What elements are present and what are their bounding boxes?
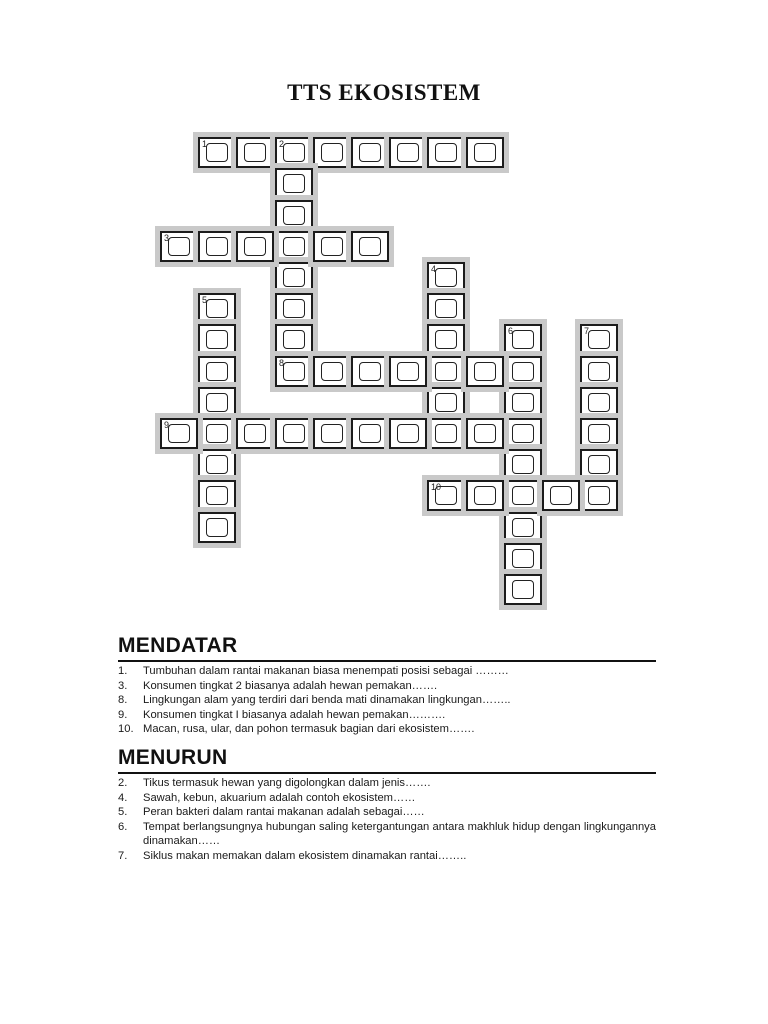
- cell-input-box: [512, 393, 534, 412]
- cell-input-box: [397, 424, 419, 443]
- cell-input-box: [512, 580, 534, 599]
- crossword-cell[interactable]: [313, 231, 351, 262]
- cell-input-box: [283, 299, 305, 318]
- crossword-cell[interactable]: [504, 449, 542, 480]
- menurun-heading: MENURUN: [118, 746, 228, 769]
- crossword-cell[interactable]: [580, 449, 618, 480]
- cell-input-box: [168, 237, 190, 256]
- crossword-cell[interactable]: [198, 231, 236, 262]
- cell-input-box: [512, 518, 534, 537]
- menurun-divider: [118, 772, 656, 774]
- clue-item: [118, 708, 656, 723]
- crossword-cell[interactable]: [542, 480, 580, 511]
- clue-number-label: 10: [431, 482, 442, 492]
- mendatar-divider: [118, 660, 656, 662]
- clue-number: 6.: [118, 820, 128, 833]
- crossword-cell[interactable]: [351, 356, 389, 387]
- clue-number-label: 5: [202, 295, 208, 305]
- clue-number: 8.: [118, 694, 128, 707]
- clue-number-label: 8: [279, 358, 285, 368]
- clue-text: Konsumen tingkat 2 biasanya adalah hewan pemakan…….: [143, 679, 438, 692]
- clue-text: Peran bakteri dalam rantai makanan adalah sebagai……: [143, 806, 425, 819]
- crossword-cell[interactable]: [160, 231, 198, 262]
- cell-input-box: [206, 455, 228, 474]
- crossword-cell[interactable]: [427, 262, 465, 293]
- crossword-cell[interactable]: [160, 418, 198, 449]
- crossword-cell[interactable]: [275, 293, 313, 324]
- crossword-cell[interactable]: [275, 324, 313, 355]
- cell-input-box: [435, 299, 457, 318]
- crossword-cell[interactable]: [275, 137, 313, 168]
- crossword-cell[interactable]: [351, 418, 389, 449]
- cell-input-box: [512, 486, 534, 505]
- crossword-cell[interactable]: [466, 418, 504, 449]
- crossword-cell[interactable]: [313, 137, 351, 168]
- cell-input-box: [588, 424, 610, 443]
- cell-input-box: [588, 330, 610, 349]
- cell-input-box: [321, 237, 343, 256]
- crossword-cell[interactable]: [198, 293, 236, 324]
- cell-input-box: [206, 424, 228, 443]
- crossword-cell[interactable]: [504, 543, 542, 574]
- crossword-cell[interactable]: [580, 324, 618, 355]
- cell-input-box: [206, 393, 228, 412]
- crossword-cell[interactable]: [466, 137, 504, 168]
- crossword-cell[interactable]: [275, 356, 313, 387]
- crossword-cell[interactable]: [427, 324, 465, 355]
- clue-number: 1.: [118, 665, 128, 677]
- crossword-cell[interactable]: [427, 418, 465, 449]
- cell-input-box: [206, 330, 228, 349]
- clue-item: [118, 820, 656, 849]
- crossword-cell[interactable]: [504, 480, 542, 511]
- clue-number-label: 3: [164, 233, 170, 243]
- clue-number: 9.: [118, 708, 128, 721]
- clue-item: [118, 664, 656, 679]
- crossword-cell[interactable]: [313, 418, 351, 449]
- crossword-cell[interactable]: [198, 387, 236, 418]
- clue-text: Sawah, kebun, akuarium adalah contoh ekosistem……: [143, 791, 416, 804]
- cell-input-box: [512, 330, 534, 349]
- cell-input-box: [321, 424, 343, 443]
- clue-number: 7.: [118, 849, 128, 862]
- clue-number: 4.: [118, 791, 128, 804]
- cell-input-box: [359, 362, 381, 381]
- crossword-cell[interactable]: [504, 574, 542, 605]
- cell-input-box: [435, 330, 457, 349]
- cell-input-box: [435, 424, 457, 443]
- crossword-cell[interactable]: [389, 418, 427, 449]
- clue-item: [118, 805, 656, 820]
- cell-input-box: [206, 486, 228, 505]
- cell-input-box: [206, 362, 228, 381]
- cell-input-box: [359, 143, 381, 162]
- cell-input-box: [283, 174, 305, 193]
- cell-input-box: [588, 362, 610, 381]
- cell-input-box: [206, 299, 228, 318]
- crossword-cell[interactable]: [198, 324, 236, 355]
- crossword-cell[interactable]: [427, 356, 465, 387]
- cell-input-box: [283, 424, 305, 443]
- crossword-cell[interactable]: [198, 512, 236, 543]
- cell-input-box: [283, 362, 305, 381]
- crossword-cell[interactable]: [466, 356, 504, 387]
- clue-item: [118, 679, 656, 694]
- crossword-cell[interactable]: [504, 512, 542, 543]
- crossword-cell[interactable]: [236, 231, 274, 262]
- cell-input-box: [283, 268, 305, 287]
- cell-input-box: [397, 143, 419, 162]
- clue-text: Lingkungan alam yang terdiri dari benda mati dinamakan lingkungan……..: [143, 694, 511, 707]
- cell-input-box: [474, 486, 496, 505]
- clue-number-label: 6: [508, 326, 514, 336]
- crossword-cell[interactable]: [351, 231, 389, 262]
- clue-text: Siklus makan memakan dalam ekosistem dinamakan rantai……..: [143, 849, 467, 862]
- cell-input-box: [512, 549, 534, 568]
- menurun-clue-list: [118, 776, 656, 864]
- cell-input-box: [283, 237, 305, 256]
- crossword-cell[interactable]: [198, 449, 236, 480]
- mendatar-heading: MENDATAR: [118, 634, 238, 657]
- cell-input-box: [206, 237, 228, 256]
- clue-item: [118, 776, 656, 791]
- cell-input-box: [397, 362, 419, 381]
- clue-number-label: 4: [431, 264, 437, 274]
- cell-input-box: [512, 455, 534, 474]
- cell-input-box: [550, 486, 572, 505]
- crossword-cell[interactable]: [466, 480, 504, 511]
- cell-input-box: [283, 143, 305, 162]
- crossword-cell[interactable]: [313, 356, 351, 387]
- clue-text: Tempat berlangsungnya hubungan saling ketergantungan antara makhluk hidup dengan lingkungannya dinamakan……: [143, 820, 656, 848]
- cell-input-box: [588, 393, 610, 412]
- cell-input-box: [244, 237, 266, 256]
- cell-input-box: [168, 424, 190, 443]
- crossword-cell[interactable]: [504, 356, 542, 387]
- clue-number: 5.: [118, 806, 128, 819]
- crossword-cell[interactable]: [198, 356, 236, 387]
- cell-input-box: [588, 455, 610, 474]
- cell-input-box: [474, 362, 496, 381]
- clue-text: Tumbuhan dalam rantai makanan biasa menempati posisi sebagai ………: [143, 665, 509, 677]
- crossword-cell[interactable]: [427, 293, 465, 324]
- cell-input-box: [244, 424, 266, 443]
- crossword-cell[interactable]: [236, 418, 274, 449]
- crossword-cell[interactable]: [389, 137, 427, 168]
- crossword-cell[interactable]: [275, 168, 313, 199]
- crossword-cell[interactable]: [427, 137, 465, 168]
- page-title: TTS EKOSISTEM: [287, 80, 481, 105]
- cell-input-box: [283, 330, 305, 349]
- cell-input-box: [321, 143, 343, 162]
- crossword-cell[interactable]: [389, 356, 427, 387]
- cell-input-box: [206, 143, 228, 162]
- cell-input-box: [588, 486, 610, 505]
- crossword-cell[interactable]: [275, 418, 313, 449]
- clue-item: [118, 722, 656, 737]
- clue-number-label: 2: [279, 139, 285, 149]
- cell-input-box: [512, 424, 534, 443]
- crossword-cell[interactable]: [236, 137, 274, 168]
- menurun-section: [118, 746, 656, 864]
- clue-number-label: 1: [202, 139, 208, 149]
- clue-text: Macan, rusa, ular, dan pohon termasuk bagian dari ekosistem…….: [143, 723, 475, 736]
- cell-input-box: [512, 362, 534, 381]
- cell-input-box: [474, 143, 496, 162]
- clue-number: 2.: [118, 777, 128, 789]
- cell-input-box: [435, 268, 457, 287]
- crossword-cell[interactable]: [580, 356, 618, 387]
- crossword-cell[interactable]: [504, 324, 542, 355]
- crossword-cell[interactable]: [504, 418, 542, 449]
- crossword-cell[interactable]: [427, 480, 465, 511]
- clue-item: [118, 791, 656, 806]
- clue-number: 3.: [118, 679, 128, 692]
- crossword-cell[interactable]: [275, 262, 313, 293]
- crossword-cell[interactable]: [198, 418, 236, 449]
- clue-text: Konsumen tingkat I biasanya adalah hewan pemakan……….: [143, 708, 446, 721]
- crossword-cell[interactable]: [427, 387, 465, 418]
- crossword-cell[interactable]: [275, 200, 313, 231]
- cell-input-box: [244, 143, 266, 162]
- clue-number-label: 7: [584, 326, 590, 336]
- clue-number: 10.: [118, 723, 134, 736]
- crossword-cell[interactable]: [198, 137, 236, 168]
- crossword-cell[interactable]: [580, 387, 618, 418]
- crossword-cell[interactable]: [580, 418, 618, 449]
- cell-input-box: [359, 237, 381, 256]
- clue-number-label: 9: [164, 420, 170, 430]
- cell-input-box: [206, 518, 228, 537]
- cell-input-box: [321, 362, 343, 381]
- cell-input-box: [359, 424, 381, 443]
- mendatar-clue-list: [118, 664, 656, 737]
- crossword-cell[interactable]: [198, 480, 236, 511]
- cell-input-box: [435, 393, 457, 412]
- clue-item: [118, 693, 656, 708]
- crossword-cell[interactable]: [275, 231, 313, 262]
- crossword-cell[interactable]: [580, 480, 618, 511]
- cell-input-box: [474, 424, 496, 443]
- clue-text: Tikus termasuk hewan yang digolongkan dalam jenis…….: [143, 777, 431, 789]
- mendatar-section: [118, 634, 656, 737]
- clue-item: [118, 849, 656, 864]
- cell-input-box: [283, 206, 305, 225]
- crossword-cell[interactable]: [504, 387, 542, 418]
- cell-input-box: [435, 362, 457, 381]
- crossword-cell[interactable]: [351, 137, 389, 168]
- cell-input-box: [435, 143, 457, 162]
